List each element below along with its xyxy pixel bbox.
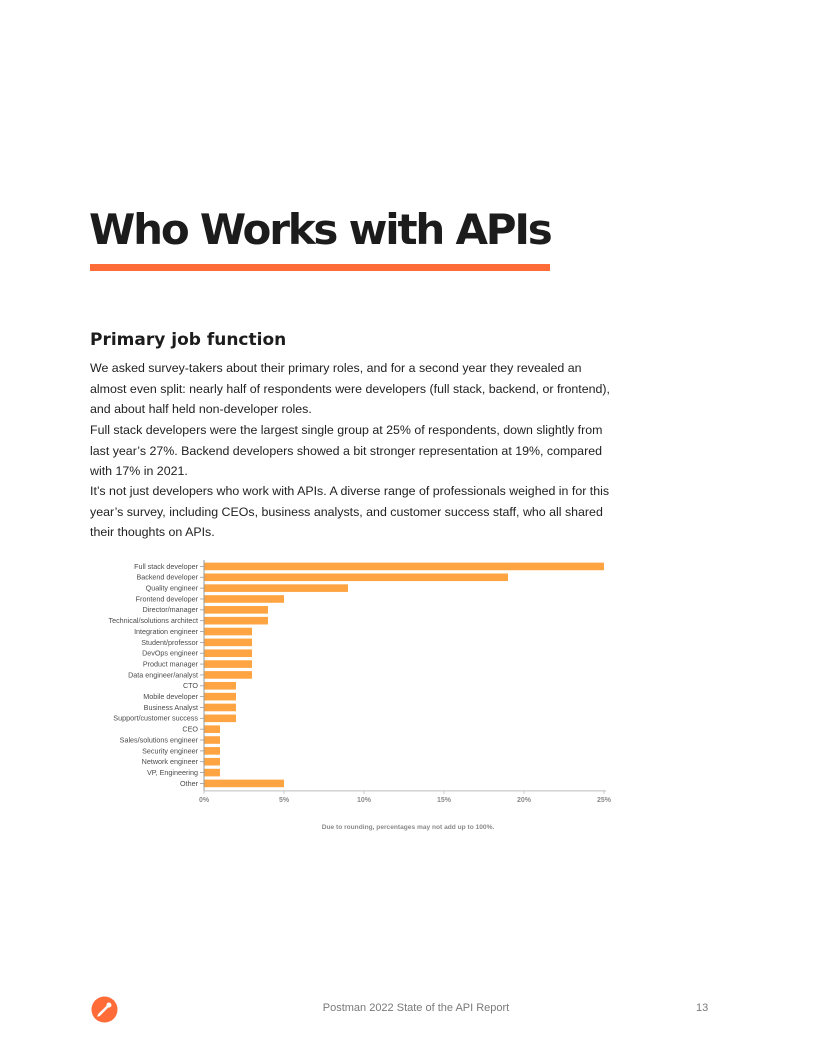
category-label: Technical/solutions architect [108,616,198,626]
paragraph-intro: We asked survey-takers about their primary roles, and for a second year they revealed an almost even split: nearly half of respondents were developers (full stack, backend, or frontend), and about half held non-developer roles. [90,361,610,416]
bar [205,671,253,679]
bar [205,704,237,712]
category-label: Other [180,778,198,788]
category-label: Security engineer [142,746,198,756]
category-label: Full stack developer [134,561,198,571]
bar [205,758,221,766]
bar [205,660,253,668]
bar [205,682,237,690]
x-tick-label: 15% [436,796,452,804]
bar [205,715,237,723]
category-label: DevOps engineer [142,648,198,658]
category-label: Network engineer [141,757,198,767]
category-label: VP, Engineering [146,767,198,777]
bar [205,769,221,777]
bar [205,693,237,701]
bar [205,725,221,733]
x-tick-label: 25% [596,796,612,804]
bar [205,563,605,571]
footer-report-title: Postman 2022 State of the API Report [322,1002,510,1014]
category-label: Data engineer/analyst [128,670,198,680]
category-label: Director/manager [142,605,198,615]
section-heading: Primary job function [90,330,287,350]
bar [205,628,253,636]
bar [205,595,285,603]
category-label: Student/professor [141,637,198,647]
category-label: Mobile developer [143,692,198,702]
chart-footnote: Due to rounding, percentages may not add up to 100%. [321,824,495,831]
bar [205,747,221,755]
category-label: Integration engineer [134,626,198,636]
paragraph-developers: Full stack developers were the largest single group at 25% of respondents, down slightly from last year’s 27%. Backend developers showed a bit stronger representation at 19%, compared with 17% in 2021. [90,423,603,478]
bar [205,649,253,657]
category-label: CEO [182,724,198,734]
x-tick-label: 20% [516,796,532,804]
category-label: CTO [182,681,198,691]
category-label: Business Analyst [143,702,198,712]
bar [205,573,509,581]
bar [205,617,269,625]
page-number: 13 [696,1002,709,1014]
paragraph-professionals: It’s not just developers who work with APIs. A diverse range of professionals weighed in for this year’s survey, including CEOs, business analysts, and customer success staff, who all shared their thoughts on APIs. [90,484,610,539]
category-label: Sales/solutions engineer [119,735,198,745]
x-tick-label: 10% [356,796,372,804]
category-label: Frontend developer [135,594,198,604]
category-label: Support/customer success [113,713,198,723]
bar [205,780,285,788]
category-label: Backend developer [136,572,198,582]
bar [205,736,221,744]
bar [205,639,253,647]
page-title: Who Works with APIs [89,205,551,254]
bar [205,584,349,592]
bar [205,606,269,614]
category-label: Quality engineer [145,583,198,593]
category-label: Product manager [142,659,198,669]
x-tick-label: 5% [278,796,290,804]
x-tick-label: 0% [198,796,210,804]
